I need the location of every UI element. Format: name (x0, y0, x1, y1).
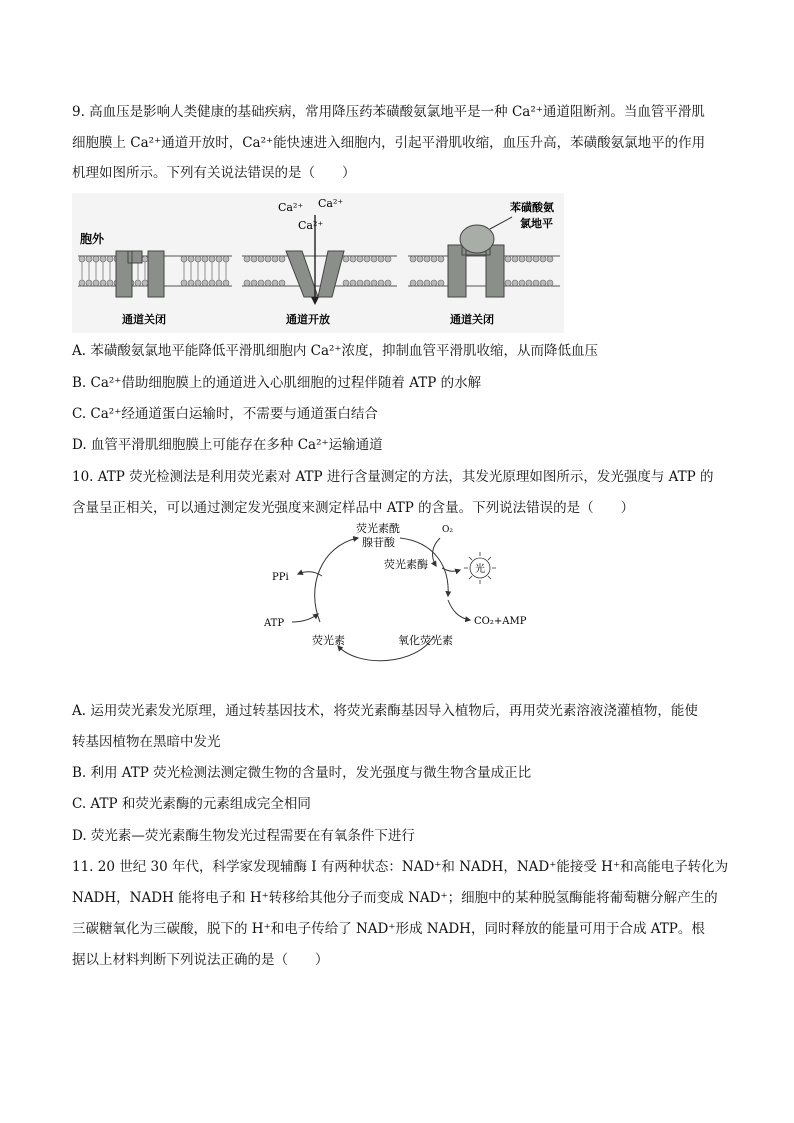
q9-stem-line-3-visible: 机理如图所示。下列有关说法错误的是（ ） (72, 165, 356, 181)
drug-molecule (460, 225, 494, 253)
q11-stem-line-2: NADH，NADH 能将电子和 H⁺转移给其他分子而变成 NAD⁺；细胞中的某种脱氢酶能将葡萄糖分解产生的 (72, 890, 718, 906)
label-products: CO₂+AMP (474, 616, 527, 627)
label-outside: 胞外 (80, 232, 105, 246)
luciferase-cycle-figure (258, 518, 536, 670)
q11-stem-line-1: 11. 20 世纪 30 年代，科学家发现辅酶 I 有两种状态：NAD⁺和 NADH，NAD⁺能接受 H⁺和高能电子转化为 (72, 859, 729, 875)
ion-label-2: Ca²⁺ (318, 197, 344, 210)
o2-branch-arrow (433, 538, 440, 566)
drug-label-line-1: 苯磺酸氨 (510, 201, 554, 214)
q11-stem-line-3: 三碳糖氧化为三碳酸，脱下的 H⁺和电子传给了 NAD⁺形成 NADH，同时释放的能量可用于合成 ATP。根 (72, 921, 705, 937)
label-luciferyl-adenylate-2: 腺苷酸 (362, 536, 395, 549)
label-luciferase: 荧光素酶 (384, 558, 428, 571)
label-oxyluciferin: 氧化荧光素 (398, 634, 453, 647)
label-light: 光 (475, 564, 485, 575)
label-ppi: PPi (272, 572, 289, 583)
label-atp: ATP (264, 618, 285, 629)
label-luciferyl-adenylate-1: 荧光素酰 (356, 522, 400, 535)
cycle-arc-left (315, 538, 358, 622)
label-o2: O₂ (442, 525, 453, 535)
label-closed-1: 通道关闭 (122, 313, 166, 326)
q10-option-c: C. ATP 和荧光素酶的元素组成完全相同 (72, 796, 311, 812)
label-open: 通道开放 (286, 313, 330, 326)
products-branch-arrow (448, 600, 470, 620)
atp-branch-arrow (292, 614, 318, 622)
calcium-channel-figure (72, 193, 564, 333)
q9-stem-line-2: 细胞膜上 Ca²⁺通道开放时，Ca²⁺能快速进入细胞内，引起平滑肌收缩，血压升高，苯磺酸氨氯地平的作用 (72, 135, 706, 151)
ion-label-1: Ca²⁺ (278, 201, 304, 214)
drug-label-line-2: 氯地平 (520, 217, 553, 230)
q9-option-c: C. Ca²⁺经通道蛋白运输时，不需要与通道蛋白结合 (72, 406, 378, 422)
ion-label-3: Ca²⁺ (298, 219, 324, 232)
q10-option-d: D. 荧光素—荧光素酶生物发光过程需要在有氧条件下进行 (72, 828, 415, 844)
q10-stem-line-2: 含量呈正相关，可以通过测定发光强度来测定样品中 ATP 的含量。下列说法错误的是（ ） (72, 500, 635, 516)
q9-option-d: D. 血管平滑肌细胞膜上可能存在多种 Ca²⁺运输通道 (72, 437, 383, 453)
q10-stem-line-1: 10. ATP 荧光检测法是利用荧光素对 ATP 进行含量测定的方法，其发光原理如图所示，发光强度与 ATP 的 (72, 469, 714, 485)
label-closed-2: 通道关闭 (450, 313, 494, 326)
q9-option-b: B. Ca²⁺借助细胞膜上的通道进入心肌细胞的过程伴随着 ATP 的水解 (72, 375, 482, 391)
label-luciferin: 荧光素 (312, 634, 345, 647)
q10-option-a-line-1: A. 运用荧光素发光原理，通过转基因技术，将荧光素酶基因导入植物后，再用荧光素溶液浇灌植物，能使 (72, 703, 698, 719)
q11-stem-line-4: 据以上材料判断下列说法正确的是（ ） (72, 952, 329, 968)
q9-stem-line-1: 9. 高血压是影响人类健康的基础疾病，常用降压药苯磺酸氨氯地平是一种 Ca²⁺通道阻断剂。当血管平滑肌 (72, 104, 705, 120)
q10-option-a-line-2: 转基因植物在黑暗中发光 (72, 734, 221, 750)
q10-option-b: B. 利用 ATP 荧光检测法测定微生物的含量时，发光强度与微生物含量成正比 (72, 765, 532, 781)
q9-option-a: A. 苯磺酸氨氯地平能降低平滑肌细胞内 Ca²⁺浓度，抑制血管平滑肌收缩，从而降低血压 (72, 343, 599, 359)
